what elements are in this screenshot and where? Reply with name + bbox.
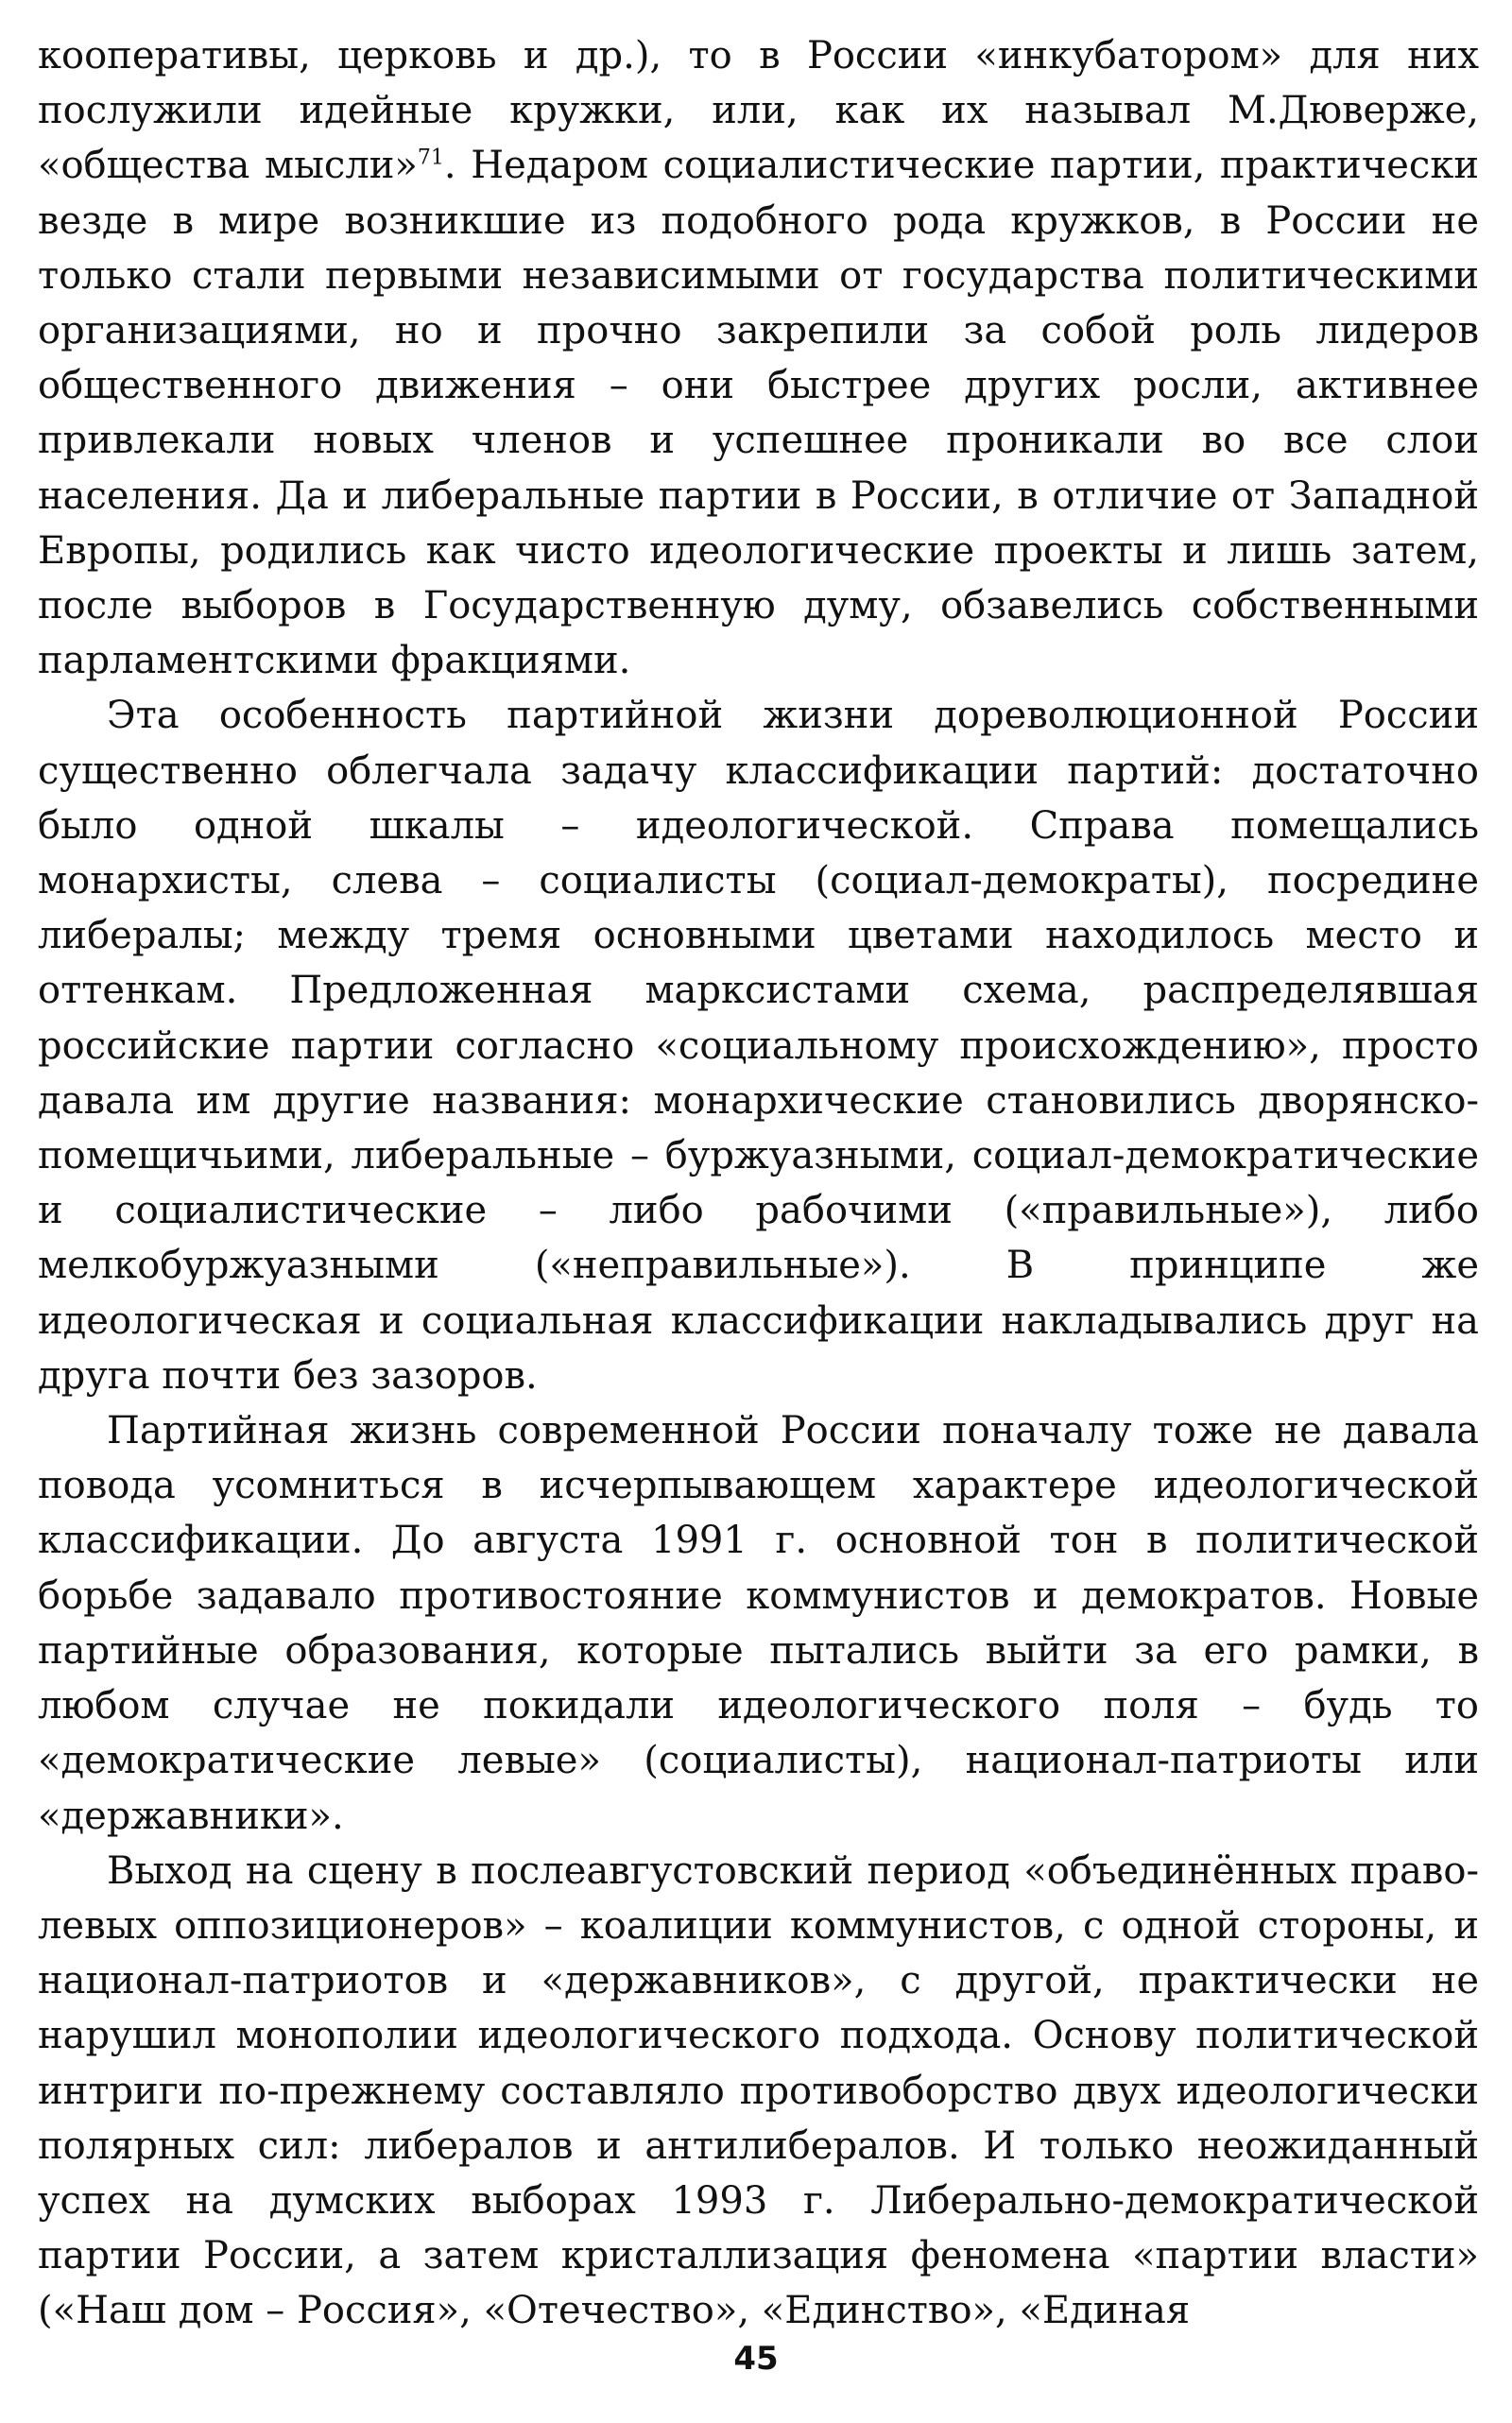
paragraph-3: Партийная жизнь современной России поначалу тоже не давала повода усомниться в исчерпывающем характере идеологической классификации. До августа 1991 г. основной тон в политической борьбе задавало противостояние коммунистов и демократов. Новые партийные образования, которые пытались выйти за его рамки, в любом случае не покидали идеологического поля – будь то «демократические левые» (социалисты), национал-патриоты или «державники». (38, 1409, 1479, 1838)
footnote-ref-71: 71 (417, 146, 444, 171)
paragraph-2: Эта особенность партийной жизни дореволюционной России существенно облегчала задачу классификации партий: достаточно было одной шкалы – идеологической. Справа помещались монархисты, слева – социалисты (социал-демократы), посредине либералы; между тремя основными цветами находилось место и оттенкам. Предложенная марксистами схема, распределявшая российские партии согласно «социальному происхождению», просто давала им другие названия: монархические становились дворянско-помещичьими, либеральные – буржуазными, социал-демократические и социалистические – либо рабочими («правильные»), либо мелкобуржуазными («неправильные»). В принципе же идеологическая и социальная классификации накладывались друг на друга почти без зазоров. (38, 694, 1479, 1398)
paragraph-4: Выход на сцену в послеавгустовский период «объединённых право-левых оппозиционеров» – коалиции коммунистов, с одной стороны, и национал-патриотов и «державников», с другой, практически не нарушил монополии идеологического подхода. Основу политической интриги по-прежнему составляло противоборство двух идеологически полярных сил: либералов и антилибералов. И только неожиданный успех на думских выборах 1993 г. Либерально-демократической партии России, а затем кристаллизация феномена «партии власти» («Наш дом – Россия», «Отечество», «Единство», «Единая (38, 1848, 1479, 2333)
page-number: 45 (733, 2340, 779, 2378)
paragraph-1 (38, 28, 1479, 688)
paragraph-1-text-end: . Недаром социалистические партии, практически везде в мире возникшие из подобного рода кружков, в России не только стали первыми независимыми от государства политическими организациями, но и прочно закрепили за собой роль лидеров общественного движения – они быстрее других росли, активнее привлекали новых членов и успешнее проникали во все слои населения. Да и либеральные партии в России, в отличие от Западной Европы, родились как чисто идеологические проекты и лишь затем, после выборов в Государственную думу, обзавелись собственными парламентскими фракциями. (38, 144, 1479, 683)
page-body (38, 28, 1479, 2339)
paragraph-1-text-start: кооперативы, церковь и др.), то в России «инкубатором» для них послужили идейные кружки, или, как их называл М.Дюверже, «общества мысли» (38, 34, 1479, 188)
